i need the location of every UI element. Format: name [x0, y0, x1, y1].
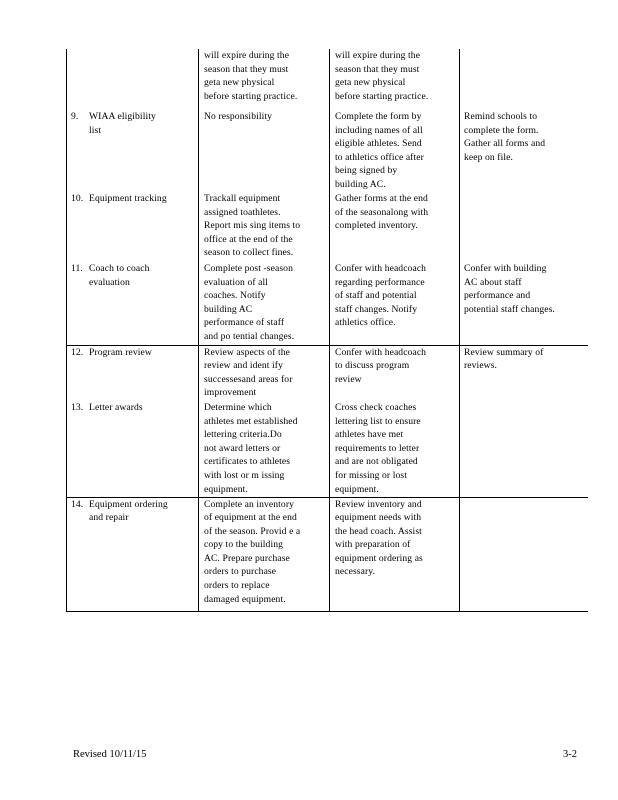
item-number: 9. [71, 111, 79, 122]
district-cell: Remind schools to complete the form. Gather all forms and keep on file. [460, 110, 589, 192]
head-coach-cell: will expire during the season that they must geta new physical before starting practice. [199, 49, 330, 110]
item-number: 10. [71, 193, 84, 204]
table-row [67, 345, 589, 401]
district-cell: Confer with building AC about staff performance and potential staff changes. [460, 262, 589, 345]
item-cell [67, 345, 199, 401]
item-cell [67, 49, 199, 110]
head-coach-cell: Review aspects of the review and ident ify successesand areas for improvement [199, 345, 330, 401]
revision-date: Revised 10/11/15 [73, 749, 147, 760]
item-cell [67, 497, 199, 611]
item-label: Letter awards [89, 402, 143, 413]
ad-cell: Confer with headcoach regarding performance of staff and potential staff changes. Notify athletics office. [330, 262, 460, 345]
table-row [67, 497, 589, 611]
item-cell [67, 401, 199, 497]
ad-cell: Complete the form by including names of all eligible athletes. Send to athletics office after being signed by building AC. [330, 110, 460, 192]
item-cell [67, 192, 199, 262]
district-cell: Review summary of reviews. [460, 345, 589, 401]
head-coach-cell: No responsibility [199, 110, 330, 192]
table-row [67, 262, 589, 345]
head-coach-cell: Complete post -season evaluation of all coaches. Notify building AC performance of staff and po tential changes. [199, 262, 330, 345]
item-label: Program review [89, 346, 152, 358]
ad-cell: Confer with headcoach to discuss program review [330, 345, 460, 401]
head-coach-cell: Trackall equipment assigned toathletes. Report mis sing items to office at the end of the season to collect fines. [199, 192, 330, 262]
item-number: 11. [71, 263, 83, 274]
district-cell [460, 192, 589, 262]
item-number: 12. [71, 346, 84, 358]
item-label: Equipment tracking [89, 193, 167, 204]
item-number: 13. [71, 402, 84, 413]
item-label: Coach to coach evaluation [89, 263, 150, 288]
ad-cell: will expire during the season that they must geta new physical before starting practice. [330, 49, 460, 110]
item-cell [67, 262, 199, 345]
ad-cell: Gather forms at the end of the seasonalong with completed inventory. [330, 192, 460, 262]
page-number: 3-2 [563, 749, 577, 760]
head-coach-cell: Determine which athletes met established lettering criteria.Do not award letters or certificates to athletes with lost or m issing equipment. [199, 401, 330, 497]
item-label: Equipment ordering and repair [89, 498, 168, 524]
item-number: 14. [71, 498, 84, 510]
item-label: WIAA eligibility list [89, 111, 156, 136]
responsibilities-table [66, 49, 588, 612]
district-cell [460, 497, 589, 611]
item-cell [67, 110, 199, 192]
district-cell [460, 49, 589, 110]
district-cell [460, 401, 589, 497]
ad-cell: Cross check coaches lettering list to ensure athletes have met requirements to letter and are not obligated for missing or lost equipment. [330, 401, 460, 497]
ad-cell: Review inventory and equipment needs with the head coach. Assist with preparation of equipment ordering as necessary. [330, 497, 460, 611]
table-row [67, 110, 589, 192]
table-row [67, 49, 589, 110]
table-row [67, 192, 589, 262]
table-row [67, 401, 589, 497]
head-coach-cell: Complete an inventory of equipment at the end of the season. Provid e a copy to the building AC. Prepare purchase orders to purchase orders to replace damaged equipment. [199, 497, 330, 611]
